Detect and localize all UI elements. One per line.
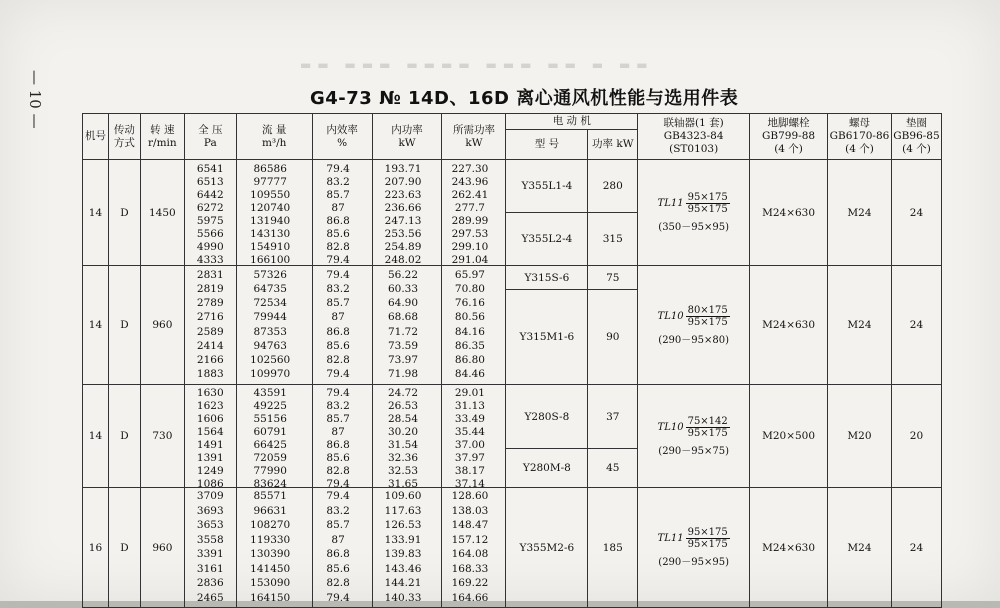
cell-drive: D — [108, 488, 140, 608]
cell-coupling — [638, 488, 750, 608]
cell-drive: D — [108, 160, 140, 266]
header-flow: 流 量 m³/h — [236, 114, 312, 160]
cell-efficiency-value: 85.6 — [326, 339, 350, 352]
motor-power: 90 — [606, 331, 620, 343]
table-header — [83, 114, 942, 160]
cell-efficiency-value: 87 — [331, 426, 345, 438]
cell-pressure-value: 5566 — [196, 227, 224, 240]
cell-flow-value: 108270 — [250, 519, 291, 532]
motor-model: Y315S-6 — [524, 271, 570, 284]
cell-required-power-value: 37.00 — [454, 439, 485, 451]
motor-model: Y280S-8 — [524, 410, 570, 423]
cell-flow-value: 64735 — [253, 282, 287, 295]
cell-pressure-value: 2789 — [196, 297, 224, 310]
cell-pressure-value: 6513 — [196, 175, 224, 188]
cell-efficiency-value: 82.8 — [326, 354, 350, 367]
cell-anchor-bolt: M24×630 — [750, 160, 828, 266]
cell-pressure-value: 2819 — [196, 282, 224, 295]
coupling-range: (290－95×95) — [658, 557, 730, 568]
cell-efficiency-value: 85.7 — [326, 297, 350, 310]
cell-efficiency — [312, 160, 372, 266]
cell-flow — [236, 266, 312, 385]
cell-internal-power-value: 139.83 — [384, 548, 422, 561]
cell-pressure-value: 2166 — [196, 354, 224, 367]
cell-pressure-value: 1086 — [196, 478, 224, 490]
header-efficiency: 内效率 % — [312, 114, 372, 160]
cell-flow-value: 60791 — [253, 426, 287, 438]
cell-required-power-value: 35.44 — [454, 426, 485, 438]
cell-internal-power-value: 60.33 — [387, 282, 419, 295]
page-number: — 10 — — [26, 70, 44, 129]
cell-internal-power-value: 144.21 — [384, 577, 422, 590]
cell-flow-value: 120740 — [250, 201, 291, 214]
cell-internal-power-value: 253.56 — [384, 227, 422, 240]
cell-internal-power-value: 31.65 — [387, 478, 419, 490]
coupling-type: TL10 — [657, 310, 684, 322]
cell-required-power-value: 37.97 — [454, 452, 485, 464]
cell-internal-power-value: 133.91 — [384, 533, 422, 546]
cell-flow-value: 109970 — [250, 368, 291, 381]
motor-model: Y355M2-6 — [519, 541, 575, 554]
cell-flow-value: 164150 — [250, 591, 291, 604]
cell-coupling — [638, 266, 750, 385]
cell-efficiency-value: 83.2 — [326, 282, 350, 295]
cell-required-power — [442, 160, 506, 266]
cell-flow-value: 86586 — [253, 162, 287, 175]
cell-required-power-value: 262.41 — [451, 188, 489, 201]
cell-internal-power-value: 64.90 — [387, 297, 419, 310]
cell-required-power-value: 291.04 — [451, 253, 489, 266]
cell-required-power-value: 148.47 — [451, 519, 489, 532]
cell-pressure-value: 1491 — [196, 439, 224, 451]
cell-efficiency-value: 86.8 — [326, 439, 350, 451]
coupling-fraction: $\frac{75\times 142}{95\times 175}$ — [687, 415, 728, 439]
coupling-range: (290－95×75) — [658, 445, 730, 457]
coupling-fraction: $\frac{95\times 175}{95\times 175}$ — [687, 527, 728, 550]
cell-nut: M20 — [828, 385, 892, 488]
cell-required-power-value: 86.35 — [454, 339, 485, 352]
cell-required-power-value: 31.13 — [454, 400, 485, 412]
cell-pressure-value: 6272 — [196, 201, 224, 214]
cell-pressure-value: 1606 — [196, 413, 224, 425]
cell-washer: 20 — [891, 385, 941, 488]
cell-internal-power-value: 223.63 — [384, 188, 422, 201]
cell-washer: 24 — [891, 266, 941, 385]
cell-required-power-value: 37.14 — [454, 478, 485, 490]
motor-model: Y355L2-4 — [521, 233, 573, 245]
cell-pressure-value: 1623 — [196, 400, 224, 412]
cell-required-power-value: 227.30 — [451, 162, 489, 175]
cell-flow — [236, 160, 312, 266]
cell-efficiency-value: 85.7 — [326, 413, 350, 425]
cell-flow-value: 57326 — [253, 268, 287, 281]
motor-power: 45 — [606, 462, 620, 474]
cell-internal-power-value: 247.13 — [384, 214, 422, 227]
cell-required-power-value: 29.01 — [454, 387, 485, 399]
cell-machine-no: 14 — [83, 266, 109, 385]
cell-pressure-value: 1630 — [196, 387, 224, 399]
cell-pressure-value: 3653 — [196, 519, 224, 532]
cell-efficiency-value: 79.4 — [326, 253, 350, 266]
cell-internal-power-value: 73.59 — [387, 339, 419, 352]
header-drive: 传动方式 — [108, 114, 140, 160]
cell-internal-power-value: 68.68 — [387, 311, 419, 324]
cell-required-power — [442, 266, 506, 385]
cell-internal-power-value: 236.66 — [384, 201, 422, 214]
cell-internal-power-value: 117.63 — [384, 504, 422, 517]
cell-required-power-value: 33.49 — [454, 413, 485, 425]
cell-internal-power-value: 71.98 — [387, 368, 419, 381]
cell-efficiency — [312, 488, 372, 608]
cell-coupling — [638, 385, 750, 488]
cell-required-power-value: 157.12 — [451, 533, 489, 546]
table-row-group — [83, 488, 942, 608]
cell-flow-value: 87353 — [253, 325, 287, 338]
cell-pressure — [184, 385, 236, 488]
table-row-group — [83, 160, 942, 266]
coupling-range: (350－95×95) — [658, 222, 730, 233]
cell-machine-no: 14 — [83, 385, 109, 488]
coupling-range: (290－95×80) — [658, 334, 730, 346]
motor-model: Y315M1-6 — [519, 331, 575, 343]
cell-internal-power-value: 193.71 — [384, 162, 422, 175]
header-pressure: 全 压 Pa — [184, 114, 236, 160]
cell-pressure-value: 1883 — [196, 368, 224, 381]
cell-pressure-value: 3391 — [196, 548, 224, 561]
header-motor-model: 型 号 — [506, 130, 588, 160]
cell-efficiency-value: 79.4 — [326, 268, 350, 281]
cell-internal-power-value: 126.53 — [384, 519, 422, 532]
cell-flow-value: 166100 — [250, 253, 291, 266]
cell-flow-value: 72059 — [253, 452, 287, 464]
cell-efficiency-value: 79.4 — [326, 490, 350, 503]
cell-required-power — [442, 385, 506, 488]
header-motor: 电 动 机 — [506, 114, 638, 130]
cell-motor-power — [588, 266, 638, 385]
cell-internal-power — [372, 160, 442, 266]
cell-motor-model — [506, 385, 588, 488]
motor-power: 280 — [602, 180, 623, 192]
cell-pressure-value: 5975 — [196, 214, 224, 227]
header-machine-no: 机号 — [83, 114, 109, 160]
page-title: G4-73 № 14D、16D 离心通风机性能与选用件表 — [310, 88, 739, 109]
cell-pressure-value: 6442 — [196, 188, 224, 201]
cell-pressure-value: 3161 — [196, 562, 224, 575]
cell-machine-no: 16 — [83, 488, 109, 608]
cell-required-power-value: 128.60 — [451, 490, 489, 503]
cell-efficiency-value: 87 — [331, 201, 345, 214]
cell-internal-power — [372, 488, 442, 608]
cell-efficiency-value: 86.8 — [326, 214, 350, 227]
cell-required-power-value: 86.80 — [454, 354, 485, 367]
header-anchor-bolt: 地脚螺栓 GB799-88 (4 个) — [750, 114, 828, 160]
motor-power: 185 — [602, 541, 623, 554]
cell-speed: 960 — [140, 488, 184, 608]
cell-required-power-value: 299.10 — [451, 240, 489, 253]
cell-pressure-value: 6541 — [196, 162, 224, 175]
cell-efficiency-value: 79.4 — [326, 591, 350, 604]
coupling-type: TL11 — [657, 198, 684, 209]
cell-internal-power-value: 28.54 — [387, 413, 419, 425]
cell-pressure-value: 3709 — [196, 490, 224, 503]
cell-pressure-value: 4990 — [196, 240, 224, 253]
cell-flow-value: 77990 — [253, 465, 287, 477]
cell-internal-power-value: 32.53 — [387, 465, 419, 477]
cell-internal-power-value: 73.97 — [387, 354, 419, 367]
header-washer: 垫圈 GB96-85 (4 个) — [891, 114, 941, 160]
cell-flow-value: 55156 — [253, 413, 287, 425]
cell-speed: 730 — [140, 385, 184, 488]
cell-efficiency — [312, 385, 372, 488]
cell-flow-value: 94763 — [253, 339, 287, 352]
cell-internal-power-value: 32.36 — [387, 452, 419, 464]
cell-internal-power-value: 248.02 — [384, 253, 422, 266]
cell-efficiency-value: 83.2 — [326, 504, 350, 517]
cell-efficiency-value: 86.8 — [326, 548, 350, 561]
cell-flow-value: 49225 — [253, 400, 287, 412]
cell-efficiency-value: 82.8 — [326, 465, 350, 477]
cell-flow-value: 66425 — [253, 439, 287, 451]
cell-flow-value: 102560 — [250, 354, 291, 367]
cell-efficiency-value: 86.8 — [326, 325, 350, 338]
cell-coupling — [638, 160, 750, 266]
motor-power: 315 — [602, 233, 623, 245]
cell-required-power — [442, 488, 506, 608]
cell-pressure-value: 2836 — [196, 577, 224, 590]
cell-pressure — [184, 488, 236, 608]
coupling-type: TL10 — [657, 421, 684, 433]
cell-internal-power-value: 207.90 — [384, 175, 422, 188]
cell-nut: M24 — [828, 266, 892, 385]
cell-efficiency-value: 87 — [331, 533, 345, 546]
cell-nut: M24 — [828, 488, 892, 608]
cell-required-power-value: 243.96 — [451, 175, 489, 188]
cell-pressure-value: 2831 — [196, 268, 224, 281]
cell-efficiency-value: 85.6 — [326, 452, 350, 464]
cell-internal-power-value: 26.53 — [387, 400, 419, 412]
cell-internal-power-value: 140.33 — [384, 591, 422, 604]
coupling-fraction: $\frac{95\times 175}{95\times 175}$ — [687, 192, 728, 215]
cell-required-power-value: 70.80 — [454, 282, 485, 295]
cell-washer: 24 — [891, 488, 941, 608]
cell-required-power-value: 297.53 — [451, 227, 489, 240]
cell-motor-model — [506, 488, 588, 608]
cell-efficiency-value: 79.4 — [326, 478, 350, 490]
motor-power: 75 — [606, 271, 620, 284]
cell-pressure-value: 2716 — [196, 311, 224, 324]
cell-pressure-value: 2589 — [196, 325, 224, 338]
cell-pressure — [184, 160, 236, 266]
cell-efficiency-value: 85.6 — [326, 562, 350, 575]
cell-flow-value: 154910 — [250, 240, 291, 253]
cell-efficiency-value: 85.7 — [326, 188, 350, 201]
cell-machine-no: 14 — [83, 160, 109, 266]
header-required-power: 所需功率 kW — [442, 114, 506, 160]
cell-motor-power — [588, 385, 638, 488]
coupling-type: TL11 — [657, 533, 684, 544]
coupling-fraction: $\frac{80\times 175}{95\times 175}$ — [687, 304, 728, 328]
cell-efficiency-value: 85.6 — [326, 227, 350, 240]
cell-efficiency-value: 79.4 — [326, 387, 350, 399]
header-internal-power: 内功率 kW — [372, 114, 442, 160]
cell-required-power-value: 169.22 — [451, 577, 489, 590]
cell-flow — [236, 385, 312, 488]
cell-efficiency-value: 82.8 — [326, 240, 350, 253]
cell-drive: D — [108, 385, 140, 488]
cell-internal-power-value: 143.46 — [384, 562, 422, 575]
cell-flow-value: 130390 — [250, 548, 291, 561]
cell-internal-power — [372, 385, 442, 488]
cell-nut: M24 — [828, 160, 892, 266]
bleed-through-text: ▬▬ ▬▬▬ ▬▬▬▬ ▬▬▬ ▬▬ ▬ ▬▬ — [300, 58, 654, 72]
cell-required-power-value: 80.56 — [454, 311, 485, 324]
cell-required-power-value: 277.7 — [454, 201, 485, 214]
cell-internal-power — [372, 266, 442, 385]
cell-efficiency-value: 79.4 — [326, 368, 350, 381]
cell-efficiency-value: 79.4 — [326, 162, 350, 175]
cell-motor-model — [506, 266, 588, 385]
motor-model: Y280M-8 — [522, 462, 571, 474]
cell-flow-value: 97777 — [253, 175, 287, 188]
table-body — [83, 160, 942, 608]
header-coupling: 联轴器(1 套) GB4323-84 (ST0103) — [638, 114, 750, 160]
motor-power: 37 — [606, 410, 620, 423]
cell-required-power-value: 164.08 — [451, 548, 489, 561]
cell-efficiency-value: 87 — [331, 311, 345, 324]
cell-pressure-value: 1249 — [196, 465, 224, 477]
cell-internal-power-value: 109.60 — [384, 490, 422, 503]
cell-required-power-value: 76.16 — [454, 297, 485, 310]
cell-pressure-value: 4333 — [196, 253, 224, 266]
cell-flow-value: 109550 — [250, 188, 291, 201]
cell-washer: 24 — [891, 160, 941, 266]
cell-efficiency-value: 85.7 — [326, 519, 350, 532]
cell-internal-power-value: 30.20 — [387, 426, 419, 438]
cell-internal-power-value: 31.54 — [387, 439, 419, 451]
cell-flow-value: 96631 — [253, 504, 287, 517]
cell-drive: D — [108, 266, 140, 385]
cell-pressure — [184, 266, 236, 385]
cell-required-power-value: 289.99 — [451, 214, 489, 227]
cell-flow-value: 131940 — [250, 214, 291, 227]
cell-flow-value: 72534 — [253, 297, 287, 310]
cell-flow-value: 143130 — [250, 227, 291, 240]
cell-required-power-value: 84.16 — [454, 325, 485, 338]
cell-required-power-value: 168.33 — [451, 562, 489, 575]
cell-speed: 1450 — [140, 160, 184, 266]
cell-required-power-value: 65.97 — [454, 268, 485, 281]
cell-flow — [236, 488, 312, 608]
cell-flow-value: 43591 — [253, 387, 287, 399]
cell-internal-power-value: 71.72 — [387, 325, 419, 338]
cell-pressure-value: 2414 — [196, 339, 224, 352]
cell-pressure-value: 1564 — [196, 426, 224, 438]
cell-required-power-value: 164.66 — [451, 591, 489, 604]
cell-flow-value: 119330 — [250, 533, 291, 546]
cell-pressure-value: 3693 — [196, 504, 224, 517]
cell-pressure-value: 2465 — [196, 591, 224, 604]
cell-efficiency-value: 83.2 — [326, 400, 350, 412]
header-nut: 螺母 GB6170-86 (4 个) — [828, 114, 892, 160]
cell-flow-value: 153090 — [250, 577, 291, 590]
cell-efficiency-value: 82.8 — [326, 577, 350, 590]
cell-anchor-bolt: M24×630 — [750, 488, 828, 608]
cell-flow-value: 85571 — [253, 490, 287, 503]
table-row-group — [83, 266, 942, 385]
performance-table — [82, 113, 942, 608]
cell-internal-power-value: 56.22 — [387, 268, 419, 281]
header-speed: 转 速 r/min — [140, 114, 184, 160]
cell-anchor-bolt: M20×500 — [750, 385, 828, 488]
cell-speed: 960 — [140, 266, 184, 385]
cell-pressure-value: 1391 — [196, 452, 224, 464]
table-row-group — [83, 385, 942, 488]
cell-required-power-value: 38.17 — [454, 465, 485, 477]
header-motor-power: 功率 kW — [588, 130, 638, 160]
cell-flow-value: 141450 — [250, 562, 291, 575]
cell-efficiency-value: 83.2 — [326, 175, 350, 188]
cell-motor-power — [588, 160, 638, 266]
motor-model: Y355L1-4 — [521, 180, 573, 192]
cell-flow-value: 83624 — [253, 478, 287, 490]
cell-efficiency — [312, 266, 372, 385]
cell-motor-power — [588, 488, 638, 608]
cell-internal-power-value: 254.89 — [384, 240, 422, 253]
cell-motor-model — [506, 160, 588, 266]
cell-anchor-bolt: M24×630 — [750, 266, 828, 385]
cell-internal-power-value: 24.72 — [387, 387, 419, 399]
cell-pressure-value: 3558 — [196, 533, 224, 546]
cell-required-power-value: 138.03 — [451, 504, 489, 517]
cell-required-power-value: 84.46 — [454, 368, 485, 381]
cell-flow-value: 79944 — [253, 311, 287, 324]
